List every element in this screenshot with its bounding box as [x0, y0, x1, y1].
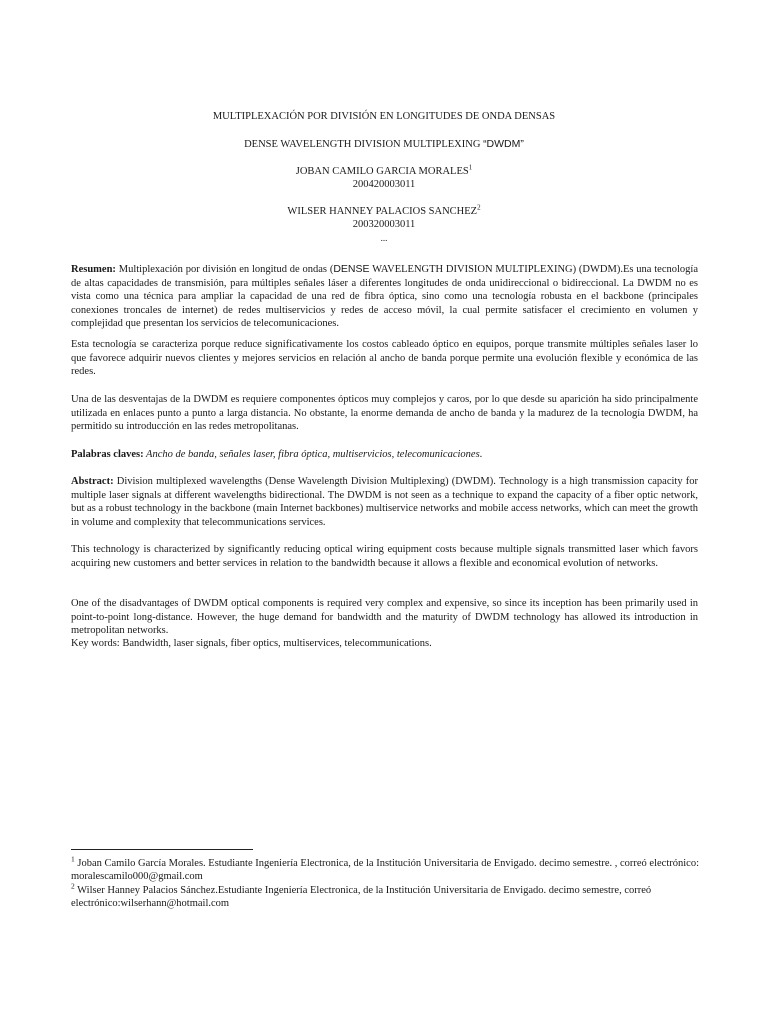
resumen-text-start: Multiplexación por división en longitud de ondas (	[115, 264, 334, 275]
abstract-text: Division multiplexed wavelengths (Dense Wavelength Division Multiplexing) (DWDM). Technology is a high transmission capacity for multiple laser signals at different wavelengths bidirectional. The DWDM is not seen as a technique to expand the capacity of a fiber optic network, but as a robust technology in the backbone (main Internet backbones) multiservice networks and mobile access networks, which can meet the growth in volume and complexity that telecommunications services.	[71, 476, 698, 528]
palabras-claves-end: .	[479, 449, 483, 460]
author-1-name	[0, 165, 768, 178]
header-ellipsis: ...	[380, 233, 388, 243]
palabras-claves	[71, 448, 698, 462]
resumen-label: Resumen:	[71, 264, 116, 275]
footnote-2-number: 2	[71, 881, 75, 891]
spanish-paragraph-2: Esta tecnología se caracteriza porque reduce significativamente los costos cableado óptico en equipos, porque transmite múltiples señales laser lo que favorece adquirir nuevos clientes y mejores servicios en relación al ancho de banda porque permite una evolución flexible y económica de las redes.	[71, 339, 698, 378]
footnote-2-text: Wilser Hanney Palacios Sánchez.Estudiante Ingeniería Electronica, de la Institución Universitaria de Envigado. decimo semestre, correó electrónico:wilserhann@hotmail.com	[71, 885, 652, 909]
author-2-name-text: WILSER HANNEY PALACIOS SANCHEZ	[287, 206, 478, 217]
spanish-paragraph-3: Una de las desventajas de la DWDM es requiere componentes ópticos muy complejos y caros, por lo que desde su aparición ha sido principalmente utilizada en enlaces punto a punto a larga distancia. No obstante, la enorme demanda de ancho de banda y la madurez de la tecnología DWDM, ha permitido su introducción en las redes metropolitanas.	[71, 394, 698, 433]
palabras-claves-text: Ancho de banda, señales laser, fibra óptica, multiservicios, telecomunicaciones	[143, 449, 480, 460]
author-1-footnote-marker: 1	[468, 163, 473, 172]
title-spanish: MULTIPLEXACIÓN POR DIVISIÓN EN LONGITUDES DE ONDA DENSAS	[212, 111, 556, 122]
abstract-label: Abstract:	[71, 476, 114, 487]
title-english-acronym: “DWDM”	[483, 138, 524, 150]
footnote-1-number: 1	[71, 854, 75, 864]
footnote-1-text: Joban Camilo García Morales. Estudiante Ingeniería Electronica, de la Institución Universitaria de Envigado. decimo semestre. , correó electrónico: moralescamilo000@gmail.com	[71, 858, 699, 882]
author-1-id: 200420003011	[352, 179, 416, 190]
footnote-2	[71, 881, 705, 910]
english-paragraph-3: One of the disadvantages of DWDM optical components is required very complex and expensive, so since its inception has been primarily used in point-to-point long-distance. However, the huge demand for bandwidth and the maturity of DWDM technology has allowed its introduction in metropolitan networks.	[71, 598, 698, 637]
resumen-dense-word: DENSE	[333, 263, 370, 275]
author-2-id: 200320003011	[352, 219, 416, 230]
title-english-text: DENSE WAVELENGTH DIVISION MULTIPLEXING	[244, 139, 484, 150]
resumen-text-rest: WAVELENGTH DIVISION MULTIPLEXING) (DWDM).Es una tecnología de altas capacidades de transmisión, para múltiples señales láser a diferentes longitudes de onda unidireccional o bidireccional. La DWDM no es vista como una técnica para ampliar la capacidad de una red de fibra óptica, sino como una tecnología robusta en el backbone (principales conexiones troncales de internet) de redes multiservicios y redes de acceso móvil, la cual permite satisfacer el crecimiento en volumen y complejidad que presentan los servicios de telecomunicaciones.	[71, 264, 699, 330]
author-1-name-text: JOBAN CAMILO GARCIA MORALES	[295, 166, 469, 177]
title-english	[0, 138, 768, 151]
key-words: Key words: Bandwidth, laser signals, fiber optics, multiservices, telecommunications.	[71, 638, 432, 649]
palabras-claves-label: Palabras claves:	[71, 449, 144, 460]
author-2-name	[0, 205, 768, 218]
english-paragraph-2: This technology is characterized by significantly reducing optical wiring equipment costs because multiple signals transmitted laser which favors acquiring new customers and better services in relation to the bandwidth because it allows a flexible and economical evolution of networks.	[71, 544, 698, 569]
resumen-paragraph	[71, 263, 698, 331]
footnote-1	[71, 854, 705, 883]
abstract-paragraph	[71, 475, 698, 529]
author-2-footnote-marker: 2	[477, 203, 481, 212]
footnote-separator	[71, 849, 253, 850]
